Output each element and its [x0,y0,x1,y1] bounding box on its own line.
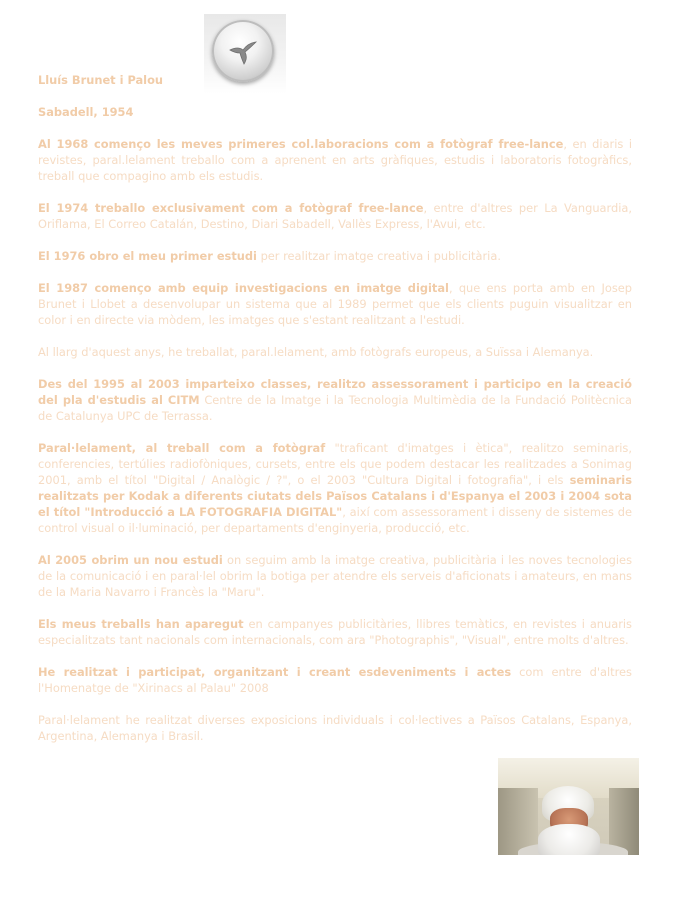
paragraph-body: , en diaris i revistes, paral.lelament treballo com a aprenent en arts gràfiques, estudis i laboratoris fotogràfics, treball que compagino amb els estudis. [38,137,632,183]
paragraph-lead: Des del 1995 al 2003 imparteixo classes, realitzo assessorament i participo en la creació del pla d'estudis al CITM [38,377,632,407]
place-year-line [38,104,632,120]
photo-beard-cover [538,824,600,855]
paragraph-publications [38,616,632,648]
paragraph-body: , entre d'altres per La Vanguardia, Oriflama, El Correo Catalán, Destino, Diari Sabadell, Vallès Express, l'Avui, etc. [38,201,633,231]
paragraph-lead: El 1974 treballo exclusivament com a fotògraf free-lance [38,201,424,215]
paragraph-seminars [38,440,632,536]
paragraph-1976 [38,248,632,264]
paragraph-lead: El 1976 obro el meu primer estudi [38,249,257,263]
paragraph-lead: Paral·lelament, al treball com a fotògraf [38,441,326,455]
paragraph-body: "traficant d'imatges i ètica", realitzo seminaris, conferencies, tertúlies radiofòniques, cursets, entre els que podem destacar les realitzades a Sonimag 2001, amb el títol "Digital / Analògic / ?", o el 2003 "Cultura Digital i fotografia", i els [38,441,632,487]
paragraph-1995-2003 [38,376,632,424]
paragraph-lead: Al 1968 començo les meves primeres col.laboracions com a fotògraf free-lance [38,137,564,151]
paragraph-body: com entre d'altres l'Homenatge de "Xirinacs al Palau" 2008 [38,665,632,695]
paragraph-european-work [38,344,632,360]
paragraph-body: per realitzar imatge creativa i publicitària. [256,249,501,263]
paragraph-1974 [38,200,632,232]
paragraph-highlight: seminaris realitzats per Kodak a diferents ciutats dels Països Catalans i d'Espanya el 2003 i 2004 sota el títol "Introducció a LA FOTOGRAFIA DIGITAL" [38,473,632,519]
author-name: Lluís Brunet i Palou [38,73,164,87]
paragraph-body: Al llarg d'aquest anys, he treballat, paral.lelament, amb fotògrafs europeus, a Suïssa i Alemanya. [38,345,594,359]
paragraph-lead: Els meus treballs han aparegut [38,617,244,631]
portrait-photo [498,758,639,855]
paragraph-2005 [38,552,632,600]
paragraph-body: Paral·lelament he realitzat diverses exposicions individuals i col·lectives a Països Catalans, Espanya, Argentina, Alemanya i Brasil. [38,713,632,743]
paragraph-lead: El 1987 començo amb equip investigacions en imatge digital [38,281,449,295]
paragraph-lead: He realitzat i participat, organitzant i creant esdeveniments i actes [38,665,512,679]
paragraph-body: Centre de la Imatge i la Tecnologia Multimèdia de la Fundació Politècnica de Catalunya UPC de Terrassa. [38,393,632,423]
paragraph-lead: Al 2005 obrim un nou estudi [38,553,223,567]
paragraph-events [38,664,632,696]
paragraph-body: on seguim amb la imatge creativa, publicitària i les noves tecnologies de la comunicació i en paral·lel obrim la botiga per atendre els serveis d'aficionats i amateurs, en mans de la Maria Navarro i Francès la "Maru". [38,553,632,599]
place-year: Sabadell, 1954 [38,105,134,119]
paragraph-1968 [38,136,632,184]
paragraph-body: , que ens porta amb en Josep Brunet i Llobet a desenvolupar un sistema que al 1989 permet que els clients puguin visualitzar en color i en directe via mòdem, les imatges que s'estant realitzant a l'estudi. [38,281,632,327]
paragraph-body: , així com assessorament i disseny de sistemes de control visual o il·luminació, per departaments d'enginyeria, producció, etc. [38,505,632,535]
paragraph-exhibitions [38,712,632,744]
paragraph-body: en campanyes publicitàries, llibres temàtics, en revistes i anuaris especialitzats tant nacionals com internacionals, com ara "Photographis", "Visual", entre molts d'altres. [38,617,632,647]
paragraph-1987 [38,280,632,328]
author-name-line [38,72,632,88]
biography [38,72,632,760]
bird-icon [226,34,260,68]
